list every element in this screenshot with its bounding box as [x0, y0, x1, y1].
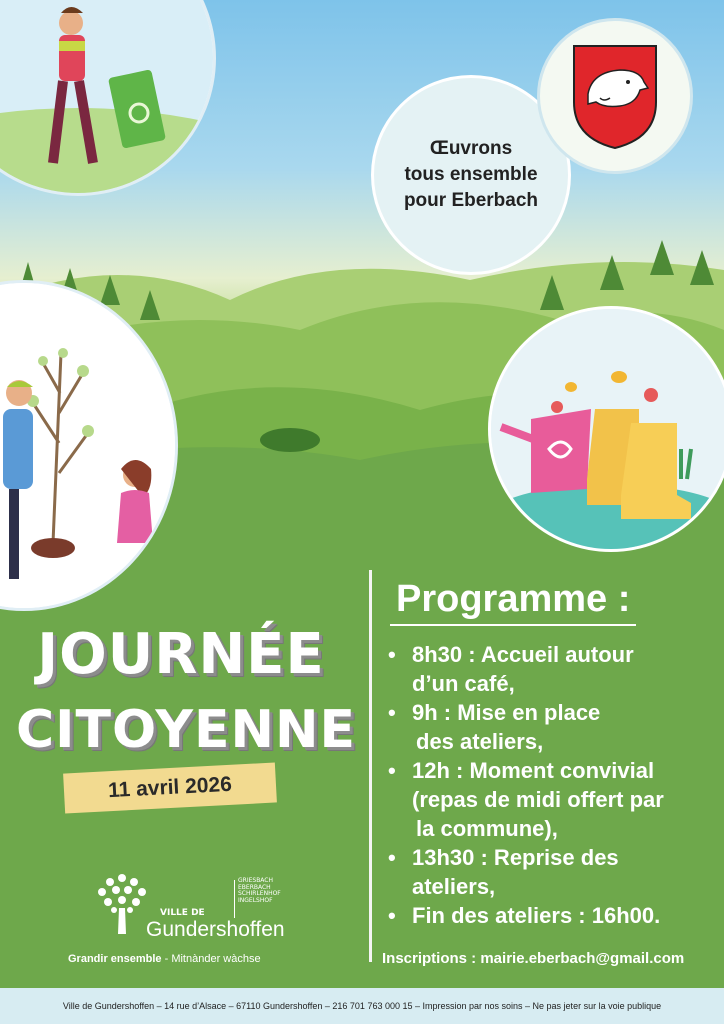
programme-item-line: la commune), [416, 816, 558, 841]
inscriptions-contact: Inscriptions : mairie.eberbach@gmail.com [382, 950, 685, 967]
programme-item [386, 843, 716, 901]
town-logo [68, 868, 292, 968]
programme-item-line: d’un café, [412, 671, 515, 696]
garden-tools-illustration [488, 306, 724, 552]
programme-item [386, 901, 716, 930]
programme-item-line: • 8h30 : Accueil autour [412, 642, 634, 667]
logo-villages [238, 878, 288, 904]
logo-town-name: Gundershoffen [146, 918, 285, 941]
programme-underline [390, 624, 636, 626]
programme-item [386, 698, 716, 756]
logo-village: INGELSHOF [238, 896, 273, 904]
programme-item-line: ateliers, [412, 874, 496, 899]
programme-item-line: • 12h : Moment convivial [412, 758, 655, 783]
slogan-text [391, 136, 551, 214]
boar-crest-icon [570, 42, 660, 150]
event-date: 11 avril 2026 [107, 772, 233, 803]
slogan-line-3: pour Eberbach [403, 190, 539, 211]
event-title-line-1: JOURNÉE [37, 622, 325, 687]
programme-item-line: • Fin des ateliers : 16h00. [412, 903, 661, 928]
programme-item-line: des ateliers, [416, 729, 544, 754]
footer-bar [0, 988, 724, 1024]
logo-separator [234, 880, 235, 918]
event-title-line-2: CITOYENNE [16, 700, 357, 760]
crest-bubble [537, 18, 693, 174]
programme-item-line: • 13h30 : Reprise des [412, 845, 619, 870]
footer-text: Ville de Gundershoffen – 14 rue d’Alsace – 67110 Gundershoffen – 216 701 763 000 15 – Impression par nos soins – Ne pas jeter sur la voie publique [62, 1001, 662, 1011]
slogan-line-1: Œuvrons [429, 138, 513, 159]
tree-logo-icon [92, 868, 152, 938]
programme-item [386, 640, 716, 698]
programme-item-line: (repas de midi offert par [412, 787, 664, 812]
programme-heading: Programme : [396, 578, 631, 620]
programme-item [386, 756, 716, 843]
logo-village: SCHIRLENHOF [238, 890, 281, 897]
logo-village: GRIESBACH [238, 877, 274, 884]
logo-motto-rest: - Mitnànder wàchse [161, 953, 261, 965]
logo-ville-de: VILLE DE [160, 908, 205, 918]
logo-village: EBERBACH [238, 883, 271, 891]
logo-motto-bold: Grandir ensemble [68, 953, 162, 965]
programme-list [386, 640, 716, 930]
logo-motto [68, 953, 261, 965]
slogan-line-2: tous ensemble [404, 164, 538, 185]
vertical-divider [369, 570, 372, 962]
programme-item-line: • 9h : Mise en place [412, 700, 601, 725]
